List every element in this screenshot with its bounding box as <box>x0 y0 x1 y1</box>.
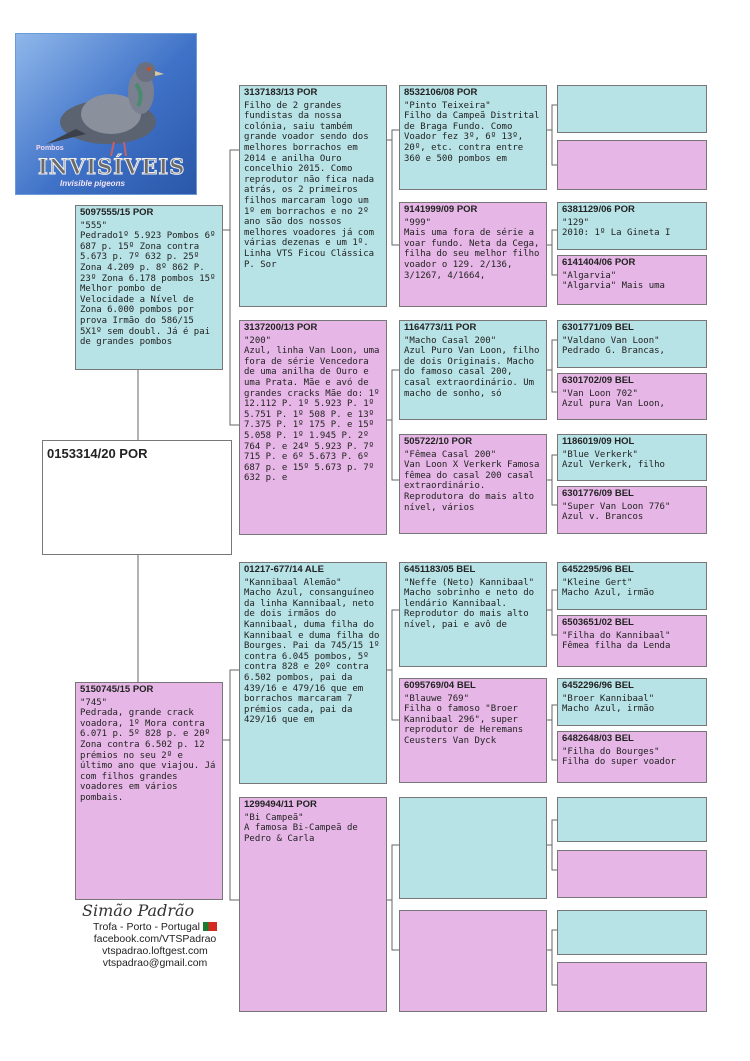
pedigree-dam-dam-box <box>239 797 387 1012</box>
g3-sds-text: "Macho Casal 200" Azul Puro Van Loon, filho de dois Originais. Macho do famoso casal 200, casal extraordinário. Um macho de sonho, só <box>404 335 540 399</box>
pedigree-dam-sire-box <box>239 562 387 784</box>
g2-ds-ring: 01217-677/14 ALE <box>244 564 324 575</box>
g3-sss-ring: 8532106/08 POR <box>404 87 478 98</box>
sire-text: "555" Pedrado1º 5.923 Pombos 6º 687 p. 15º Zona contra 5.673 p. 7º 632 p. 25º Zona 4.209 p. 8º 862 P. 23º Zona 6.178 pombos 15º Melhor pombo de Velocidade a Nível de Zona 6.000 pombos por prova Irmão do 586/15 5X1º sem doubl. Já é pai de grandes pombos <box>80 220 216 348</box>
g4-text: "Kleine Gert" Macho Azul, irmão <box>562 577 655 599</box>
dam-text: "745" Pedrada, grande crack voadora, 1º Mora contra 6.071 p. 5º 828 p. e 20º Zona contra 6.502 p. 12 prémios no seu 2º e último ano que viajou. Já com filhos grandes voadores em vários pombais. <box>80 697 216 803</box>
g3-ssd-text: "999" Mais uma fora de série a voar fundo. Neta da Cega, filha do seu melhor filho voador o 129. 2/136, 3/1267, 4/1664, <box>404 217 540 281</box>
dam-ring: 5150745/15 POR <box>80 684 154 695</box>
pedigree-g4-box <box>557 910 707 955</box>
pedigree-g4-box <box>557 85 707 133</box>
pedigree-g4-box <box>557 615 707 667</box>
g3-sss-text: "Pinto Teixeira" Filho da Campeã Distrital de Braga Fundo. Como Voador fez 3º, 6º 13º, 20º, etc. contra entre 360 e 500 pombos em <box>404 100 540 164</box>
pedigree-sire-box <box>75 205 223 370</box>
pedigree-g3-dsd-box <box>399 678 547 783</box>
g2-dd-text: "Bi Campeã" A famosa Bi-Campeã de Pedro & Carla <box>244 812 358 844</box>
contact-facebook[interactable]: facebook.com/VTSPadrao <box>93 933 217 945</box>
pedigree-sire-dam-box <box>239 320 387 535</box>
g4-text: "Super Van Loon 776" Azul v. Brancos <box>562 501 671 523</box>
location-text: Trofa - Porto - Portugal <box>93 921 200 933</box>
pedigree-g3-sds-box <box>399 320 547 420</box>
contact-block <box>70 901 240 969</box>
g2-sd-ring: 3137200/13 POR <box>244 322 318 333</box>
subject-ring: 0153314/20 POR <box>47 446 148 461</box>
g4-ring: 6301771/09 BEL <box>562 322 634 333</box>
g3-ssd-ring: 9141999/09 POR <box>404 204 478 215</box>
pedigree-sire-sire-box <box>239 85 387 307</box>
pedigree-g4-box <box>557 797 707 842</box>
contact-location <box>70 921 240 933</box>
pedigree-g4-box <box>557 850 707 898</box>
g4-text: "Filha do Kannibaal" Fêmea filha da Lenda <box>562 630 671 652</box>
g2-ss-text: Filho de 2 grandes fundistas da nossa colónia, saiu também grande voador sendo dos melhores borrachos em 2014 e anilha Ouro concelhio 2015. Como reprodutor não fica nada atrás, os 2 primeiros filhos marcaram logo um 1º em borrachos e no 2º ano são dos nossos melhores voadores já com várias dezenas e um 1º. Linha VTS Ficou Clássica P. Sor <box>244 100 380 270</box>
pedigree-g4-box <box>557 562 707 610</box>
g3-sds-ring: 1164773/11 POR <box>404 322 477 333</box>
g4-ring: 6503651/02 BEL <box>562 617 634 628</box>
g3-sdd-text: "Fêmea Casal 200" Van Loon X Verkerk Famosa fêmea do casal 200 casal extraordinário. Reprodutora do mais alto nível, vários <box>404 449 540 513</box>
pedigree-g4-box <box>557 486 707 534</box>
pedigree-g3-ssd-box <box>399 202 547 307</box>
g4-ring: 6482648/03 BEL <box>562 733 634 744</box>
g4-ring: 6452296/96 BEL <box>562 680 634 691</box>
g4-text: "Blue Verkerk" Azul Verkerk, filho <box>562 449 665 471</box>
pedigree-g4-box <box>557 320 707 368</box>
pedigree-g4-box <box>557 373 707 420</box>
logo-small-text: Pombos <box>36 145 64 152</box>
g4-text: "Van Loon 702" Azul pura Van Loon, <box>562 388 665 410</box>
pedigree-g4-box <box>557 678 707 726</box>
g4-text: "Broer Kannibaal" Macho Azul, irmão <box>562 693 655 715</box>
pedigree-g3-dss-box <box>399 562 547 667</box>
g4-text: "Valdano Van Loon" Pedrado G. Brancas, <box>562 335 665 357</box>
pedigree-g3-dds-box <box>399 797 547 899</box>
pedigree-dam-box <box>75 682 223 900</box>
g4-text: "129" 2010: 1º La Gineta I <box>562 217 671 239</box>
g4-ring: 6452295/96 BEL <box>562 564 634 575</box>
g2-ss-ring: 3137183/13 POR <box>244 87 318 98</box>
subject-box <box>42 440 232 555</box>
pedigree-g4-box <box>557 434 707 481</box>
signature: Simão Padrão <box>82 901 195 920</box>
contact-website[interactable]: vtspadrao.loftgest.com <box>102 945 208 957</box>
pedigree-g4-box <box>557 202 707 250</box>
sire-ring: 5097555/15 POR <box>80 207 154 218</box>
g3-sdd-ring: 505722/10 POR <box>404 436 473 447</box>
g4-ring: 6301776/09 BEL <box>562 488 634 499</box>
g4-text: "Filha do Bourges" Filha do super voador <box>562 746 676 768</box>
g3-dsd-text: "Blauwe 769" Filha o famoso "Broer Kannibaal 296", super reprodutor de Heremans Ceusters Van Dyck <box>404 693 524 746</box>
g2-dd-ring: 1299494/11 POR <box>244 799 317 810</box>
pedigree-g3-ddd-box <box>399 910 547 1012</box>
pedigree-g4-box <box>557 255 707 305</box>
pedigree-g4-box <box>557 140 707 190</box>
club-logo <box>15 33 197 195</box>
logo-title: INVISÍVEIS <box>38 154 186 179</box>
g3-dsd-ring: 6095769/04 BEL <box>404 680 476 691</box>
pedigree-g4-box <box>557 962 707 1012</box>
g4-ring: 6381129/06 POR <box>562 204 635 215</box>
g4-ring: 1186019/09 HOL <box>562 436 635 447</box>
pedigree-g3-sss-box <box>399 85 547 190</box>
portugal-flag-icon <box>203 922 217 931</box>
contact-email[interactable]: vtspadrao@gmail.com <box>102 957 208 969</box>
pedigree-g3-sdd-box <box>399 434 547 534</box>
g4-text: "Algarvia" "Algarvia" Mais uma <box>562 270 665 292</box>
g3-dss-ring: 6451183/05 BEL <box>404 564 476 575</box>
pedigree-g4-box <box>557 731 707 783</box>
g2-ds-text: "Kannibaal Alemão" Macho Azul, consanguíneo da linha Kannibaal, neto de dois irmãos do Kannibaal, duma filha do Kannibaal e duma filha do Bourges. Pai da 745/15 1º contra 6.045 pombos, 5º contra 828 e 20º contra 6.502 pombos, pai da 439/16 e 479/16 que em borrachos marcaram 7 prémios cada, pai da 429/16 que em <box>244 577 380 726</box>
g4-ring: 6301702/09 BEL <box>562 375 634 386</box>
g4-ring: 6141404/06 POR <box>562 257 636 268</box>
g2-sd-text: "200" Azul, linha Van Loon, uma fora de série Vencedora de uma anilha de Ouro e uma Prata. Mãe e avó de grandes cracks Mãe do: 1º 12.112 P. 1º 5.923 P. 1º 5.751 P. 1º 508 P. e 13º 7.375 P. 1º 175 P. e 15º 5.058 P. 1º 1.945 P. 2º 764 P. e 24º 5.923 P. 7º 715 P. e 6º 5.673 P. 6º 687 p. e 15º 5.673 p. 7º 632 p. e <box>244 335 380 484</box>
g3-dss-text: "Neffe (Neto) Kannibaal" Macho sobrinho e neto do lendário Kannibaal. Reprodutor do mais alto nível, pai e avô de <box>404 577 535 630</box>
logo-subtitle: Invisible pigeons <box>60 179 125 188</box>
